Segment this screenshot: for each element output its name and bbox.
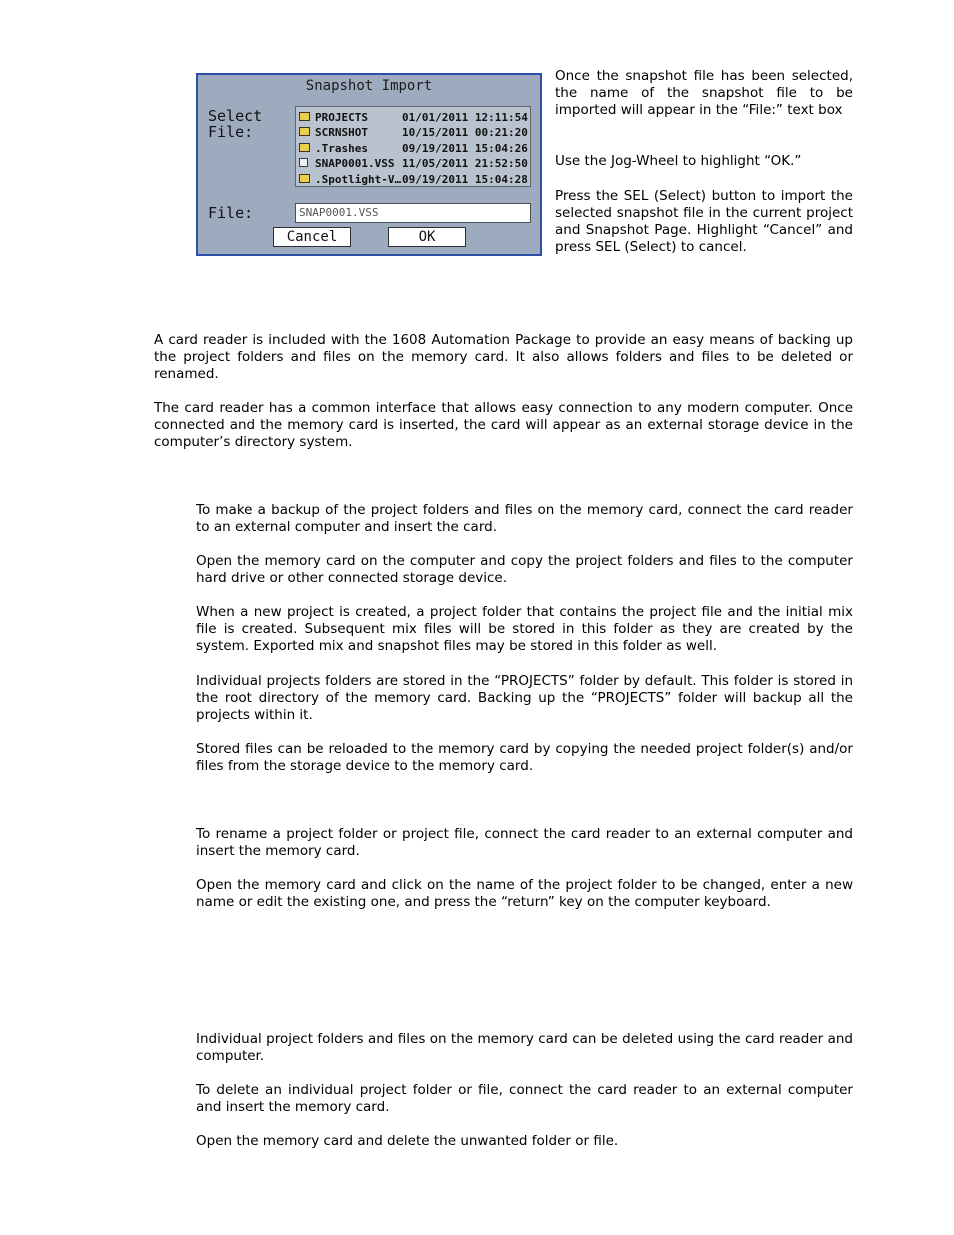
intro-paragraph-card-reader: A card reader is included with the 1608 Automation Package to provide an easy means of backing up the project folders and files on the memory card. It also allows folders and files to be deleted or renamed. [154,332,853,382]
file-label: File: [208,204,254,222]
folder-icon [299,127,310,136]
cancel-button[interactable]: Cancel [273,227,351,247]
backup-paragraph-1: To make a backup of the project folders and files on the memory card, connect the card reader to an external computer and insert the card. [196,502,853,535]
document-icon [299,158,308,167]
file-list-item[interactable] [296,172,530,187]
file-text-box[interactable]: SNAP0001.VSS [295,203,531,223]
file-list-item[interactable] [296,156,530,171]
ok-button[interactable]: OK [388,227,466,247]
file-name: SNAP0001.VSS [315,157,395,170]
file-name: SCRNSHOT [315,126,368,139]
intro-paragraph-interface: The card reader has a common interface that allows easy connection to any modern computer. Once connected and the memory card is inserted, the card will appear as an external storage device in the computer’s directory system. [154,400,853,450]
snapshot-import-dialog [196,73,542,256]
delete-paragraph-3: Open the memory card and delete the unwanted folder or file. [196,1133,619,1149]
backup-paragraph-3: When a new project is created, a project folder that contains the project file and the initial mix file is created. Subsequent mix files will be stored in this folder as they are created by the system. Exported mix and snapshot files may be stored in this folder as well. [196,604,853,654]
folder-icon [299,112,310,121]
select-file-label-line1: Select [208,107,263,125]
backup-paragraph-4: Individual projects folders are stored in the “PROJECTS” folder by default. This folder is stored in the root directory of the memory card. Backing up the “PROJECTS” folder will backup all the projects within it. [196,673,853,723]
rename-paragraph-1: To rename a project folder or project file, connect the card reader to an external computer and insert the memory card. [196,826,853,859]
file-date: 09/19/2011 15:04:26 [402,142,528,155]
folder-icon [299,143,310,152]
side-paragraph-file-selected: Once the snapshot file has been selected, the name of the snapshot file to be imported will appear in the “File:” text box [555,68,853,118]
side-paragraph-highlight-ok: Use the Jog-Wheel to highlight “OK.” [555,153,802,169]
file-name: .Spotlight-V… [315,173,401,186]
file-date: 09/19/2011 15:04:28 [402,173,528,186]
rename-paragraph-2: Open the memory card and click on the name of the project folder to be changed, enter a new name or edit the existing one, and press the “return” key on the computer keyboard. [196,877,853,910]
file-date: 10/15/2011 00:21:20 [402,126,528,139]
delete-paragraph-1: Individual project folders and files on the memory card can be deleted using the card reader and computer. [196,1031,853,1064]
file-date: 11/05/2011 21:52:50 [402,157,528,170]
backup-paragraph-2: Open the memory card on the computer and copy the project folders and files to the computer hard drive or other connected storage device. [196,553,853,586]
dialog-title: Snapshot Import [305,78,433,94]
select-file-label-line2: File: [208,123,254,141]
file-name: PROJECTS [315,111,368,124]
file-name: .Trashes [315,142,368,155]
delete-paragraph-2: To delete an individual project folder or file, connect the card reader to an external computer and insert the memory card. [196,1082,853,1115]
file-list-item[interactable] [296,125,530,140]
side-paragraph-press-sel: Press the SEL (Select) button to import the selected snapshot file in the current project and Snapshot Page. Highlight “Cancel” and press SEL (Select) to cancel. [555,188,853,255]
backup-paragraph-5: Stored files can be reloaded to the memory card by copying the needed project folder(s) and/or files from the storage device to the memory card. [196,741,853,774]
file-list-item[interactable] [296,110,530,125]
file-date: 01/01/2011 12:11:54 [402,111,528,124]
folder-icon [299,174,310,183]
file-list-item[interactable] [296,141,530,156]
file-list[interactable] [295,106,531,187]
